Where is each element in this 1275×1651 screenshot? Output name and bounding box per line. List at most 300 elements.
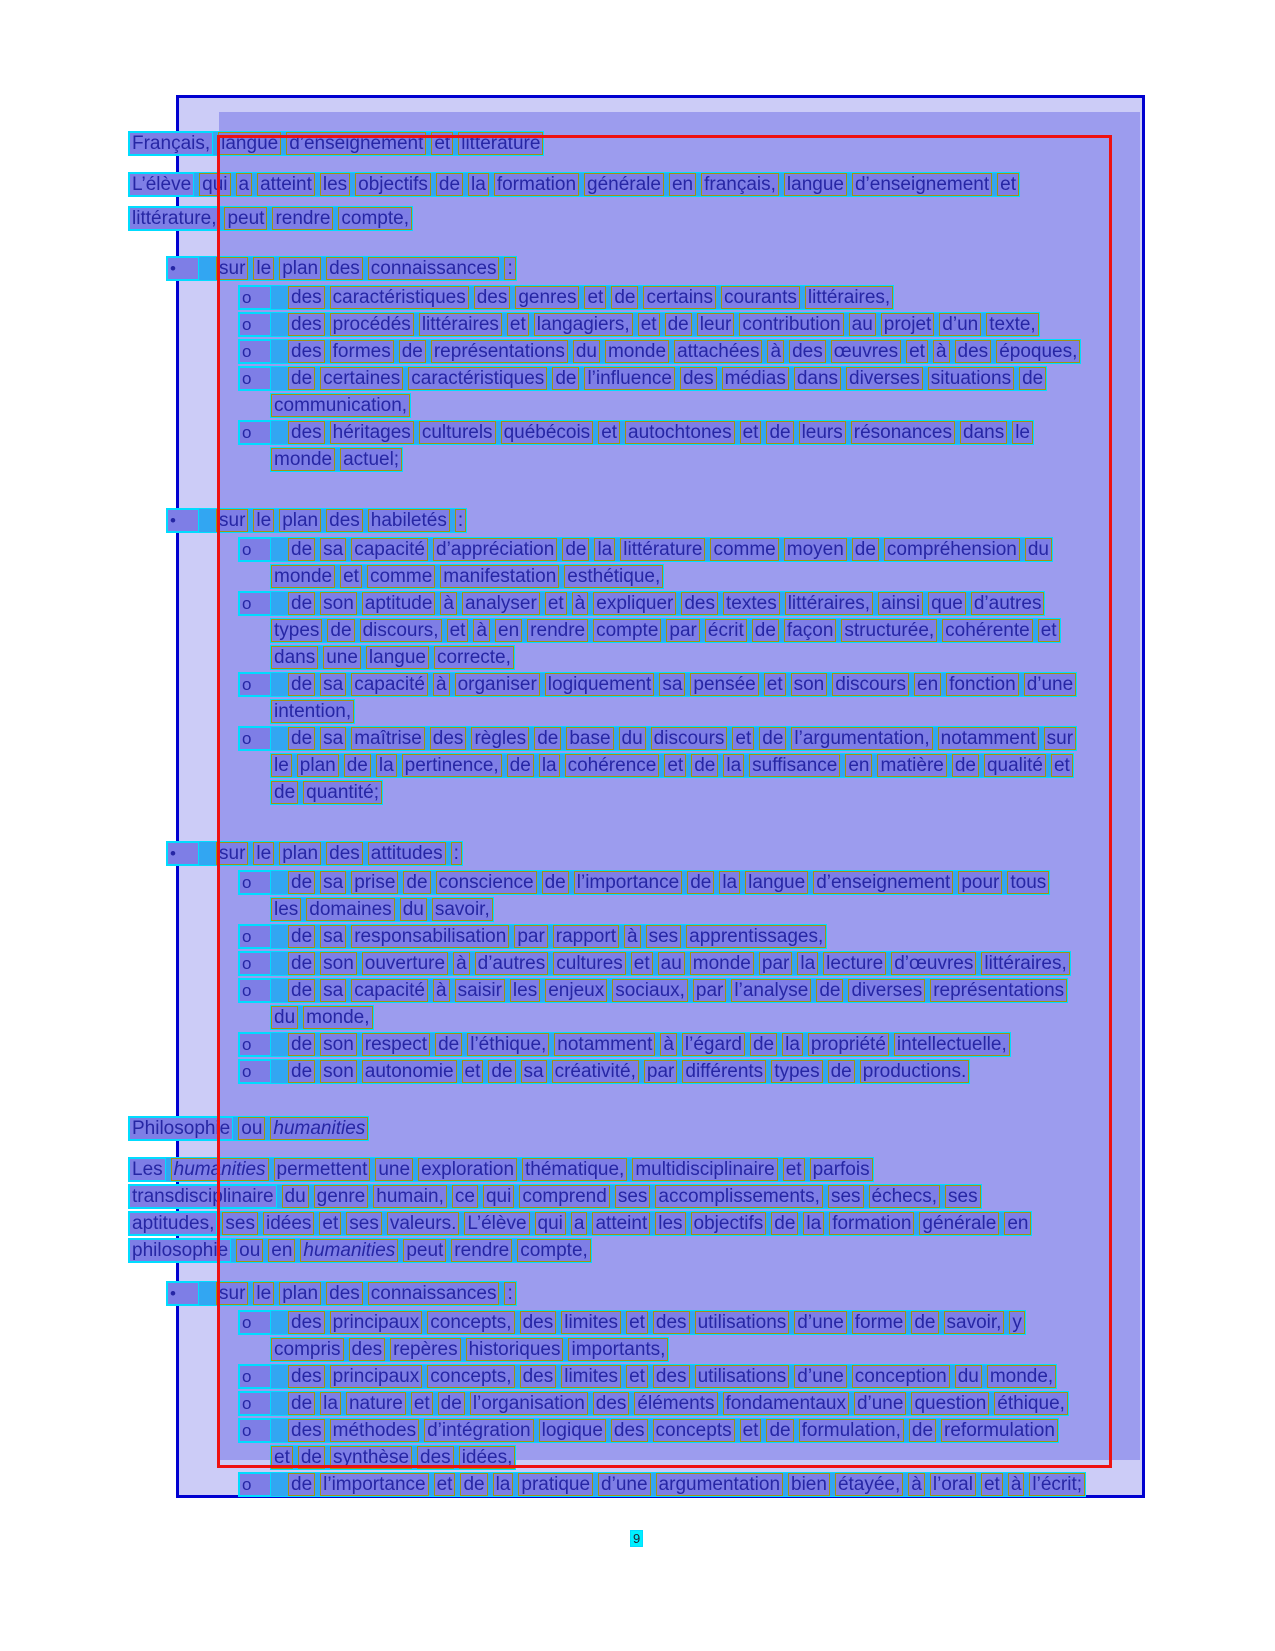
ocr-word-box: qui [199,173,230,196]
ocr-word-box: d’enseignement [286,132,426,155]
ocr-word-box: québécois [501,421,594,444]
text-row [238,1032,1011,1057]
sub-bullet-marker-icon: o [239,871,271,894]
ocr-word-box: argumentation [656,1473,783,1496]
text-row [238,726,1077,751]
ocr-word-box: de [766,421,793,444]
ocr-word-box: des [288,421,325,444]
ocr-line-box [238,591,1045,616]
ocr-word-box: plan [279,842,321,865]
ocr-word-box: d’une [794,1365,847,1388]
block-para [128,1157,1032,1265]
ocr-word-box: concepts [653,1419,735,1442]
ocr-word-box: leur [697,313,735,336]
ocr-word-box: d’une [794,1311,847,1334]
ocr-word-box: de [534,727,561,750]
ocr-word-box: peut [403,1239,446,1262]
text-row [270,393,411,418]
ocr-word-box: de [687,871,714,894]
ocr-word-box: compte [593,619,661,642]
ocr-word-box: au [849,313,876,336]
block-b2 [128,537,1053,591]
bullet-marker-icon: • [167,257,199,280]
ocr-word-box: et [906,340,928,363]
ocr-line-box [166,256,517,281]
ocr-word-box: l’importance [320,1473,428,1496]
ocr-word-box: objectifs [355,173,431,196]
ocr-word-box: pratique [518,1473,593,1496]
ocr-word-box: de [438,1392,465,1415]
ocr-word-box: cohérence [565,754,660,777]
text-row [238,339,1081,364]
ocr-word-box: attitudes [368,842,446,865]
ocr-word-box: sa [320,979,346,1002]
block-b2 [128,1418,1059,1472]
ocr-word-box: historiques [466,1338,564,1361]
ocr-word-box: valeurs. [387,1212,460,1235]
ocr-word-box: langue [784,173,847,196]
ocr-word-box: manifestation [440,565,559,588]
sub-bullet-marker-icon: o [239,979,271,1002]
ocr-word-box: et [732,727,754,750]
sub-bullet-marker-icon: o [239,1311,271,1334]
ocr-word-box: le [271,754,292,777]
ocr-word-box: y [1009,1311,1025,1334]
ocr-word-box: idées, [459,1446,516,1469]
ocr-word-box: contribution [739,313,843,336]
ocr-word-box: par [644,1060,677,1083]
ocr-word-box: apprentissages, [686,925,826,948]
ocr-word-box: littéraires, [981,952,1069,975]
ocr-word-box: de [288,538,315,561]
ocr-word-box: sa [320,727,346,750]
ocr-word-box: principaux [330,1311,423,1334]
ocr-line-box [128,1116,369,1141]
text-row [270,645,515,670]
ocr-line-box [238,1059,970,1084]
text-row [270,564,664,589]
ocr-word-box: et [764,673,786,696]
ocr-word-box: et [434,1473,456,1496]
ocr-word-box: savoir, [944,1311,1005,1334]
ocr-word-box: capacité [351,538,428,561]
ocr-word-box: générale [919,1212,999,1235]
page-number: 9 [630,1530,643,1547]
block-b1 [128,508,467,535]
ocr-word-box: de [611,286,638,309]
ocr-word-box: de [344,754,371,777]
ocr-word-box: des [288,340,325,363]
ocr-line-box [270,447,403,472]
ocr-word-box: courants [721,286,800,309]
ocr-word-box: rapport [553,925,619,948]
ocr-word-box: la [376,754,397,777]
sub-bullet-marker-icon: o [239,952,271,975]
ocr-word-box: différents [682,1060,766,1083]
ocr-word-box: des [288,286,325,309]
ocr-word-box: philosophie [129,1239,231,1262]
ocr-word-box: monde [690,952,754,975]
block-b2 [128,1310,1026,1364]
ocr-word-box: littéraires, [805,286,893,309]
sub-bullet-marker-icon: o [239,1392,271,1415]
ocr-word-box: respect [362,1033,430,1056]
block-b2 [128,978,1068,1032]
ocr-word-box: de [911,1311,938,1334]
ocr-word-box: transdisciplinaire [129,1185,277,1208]
ocr-word-box: organiser [455,673,540,696]
ocr-word-box: l’analyse [731,979,811,1002]
ocr-word-box: comprend [519,1185,610,1208]
ocr-word-box: à [767,340,784,363]
ocr-word-box: son [320,1033,357,1056]
text-row [128,131,544,156]
ocr-word-box: diverses [846,367,923,390]
ocr-word-box: la [782,1033,803,1056]
ocr-word-box: ou [236,1239,263,1262]
ocr-word-box: des [430,727,467,750]
ocr-line-box [238,1391,1069,1416]
ocr-line-box [270,699,355,724]
ocr-word-box: et [507,313,529,336]
ocr-word-box: le [253,509,274,532]
ocr-word-box: de [542,871,569,894]
sub-bullet-marker-icon: o [239,1473,271,1496]
ocr-word-box: de [399,340,426,363]
ocr-word-box: procédés [330,313,414,336]
ocr-word-box: d’intégration [424,1419,534,1442]
block-b1 [128,841,463,868]
ocr-word-box: peut [224,207,267,230]
ocr-word-box: les [320,173,350,196]
ocr-word-box: communication, [271,394,410,417]
ocr-word-box: quantité; [303,781,382,804]
ocr-word-box: des [789,340,826,363]
block-b1 [128,256,517,283]
ocr-word-box: fonction [946,673,1019,696]
ocr-word-box: de [852,538,879,561]
ocr-word-box: et [271,1446,293,1469]
ocr-word-box: la [797,952,818,975]
ocr-word-box: dans [960,421,1007,444]
ocr-word-box: utilisations [695,1365,790,1388]
ocr-word-box: de [816,979,843,1002]
ocr-word-box: : [451,842,462,865]
block-b2 [128,312,1040,339]
ocr-word-box: concepts, [427,1365,514,1388]
ocr-word-box: connaissances [368,257,500,280]
bullet-marker-icon: • [167,1282,199,1305]
ocr-word-box: d’une [854,1392,907,1415]
ocr-word-box: ce [452,1185,478,1208]
block-b2 [128,339,1081,366]
ocr-word-box: de [828,1060,855,1083]
ocr-word-box: fondamentaux [723,1392,849,1415]
ocr-word-box: la [493,1473,514,1496]
ocr-word-box: humanities [300,1239,398,1262]
ocr-word-box: dans [794,367,841,390]
ocr-word-box: de [288,979,315,1002]
ocr-word-box: de [288,367,315,390]
ocr-word-box: de [766,1419,793,1442]
ocr-word-box: qualité [984,754,1046,777]
ocr-word-box: façon [784,619,836,642]
ocr-word-box: des [474,286,511,309]
text-row [128,206,413,231]
ocr-word-box: langagiers, [534,313,633,336]
ocr-word-box: de [562,538,589,561]
ocr-word-box: de [460,1473,487,1496]
sub-bullet-marker-icon: o [239,1033,271,1056]
ocr-word-box: d’appréciation [433,538,557,561]
ocr-word-box: de [327,619,354,642]
block-b2 [128,420,1034,474]
ocr-word-box: conscience [436,871,537,894]
ocr-word-box: littérature [620,538,705,561]
block-heading [128,131,544,158]
ocr-word-box: caractéristiques [408,367,547,390]
ocr-word-box: des [326,509,363,532]
ocr-word-box: synthèse [330,1446,412,1469]
ocr-line-box [238,285,894,310]
ocr-word-box: capacité [351,979,428,1002]
ocr-word-box: sur [216,257,248,280]
ocr-line-box [270,1445,516,1470]
ocr-word-box: les [655,1212,685,1235]
ocr-word-box: d’un [939,313,981,336]
ocr-word-box: analyser [462,592,540,615]
ocr-word-box: discours [651,727,728,750]
ocr-word-box: héritages [330,421,414,444]
ocr-word-box: l’éthique, [467,1033,549,1056]
ocr-word-box: pensée [690,673,758,696]
ocr-word-box: d’une [598,1473,651,1496]
sub-bullet-marker-icon: o [239,592,271,615]
ocr-word-box: plan [279,1282,321,1305]
ocr-word-box: sa [320,538,346,561]
ocr-word-box: et [638,313,660,336]
ocr-word-box: du [573,340,600,363]
ocr-word-box: monde, [303,1006,372,1029]
ocr-word-box: éthique, [994,1392,1068,1415]
ocr-word-box: compte, [517,1239,591,1262]
ocr-line-box [238,672,1077,697]
ocr-line-box [166,508,467,533]
ocr-word-box: de [665,313,692,336]
ocr-word-box: compréhension [884,538,1020,561]
ocr-word-box: à [572,592,589,615]
ocr-word-box: base [566,727,613,750]
ocr-word-box: concepts, [427,1311,514,1334]
ocr-line-box [270,897,494,922]
ocr-word-box: d’autres [971,592,1045,615]
ocr-word-box: autonomie [362,1060,457,1083]
ocr-word-box: le [1012,421,1033,444]
ocr-word-box: de [488,1060,515,1083]
ocr-word-box: son [791,673,828,696]
ocr-word-box: lecture [823,952,886,975]
block-b2 [128,726,1077,807]
ocr-word-box: créativité, [552,1060,639,1083]
ocr-word-box: d’une [1024,673,1077,696]
ocr-word-box: parfois [810,1158,873,1181]
ocr-word-box: et [584,286,606,309]
ocr-word-box: atteint [257,173,315,196]
sub-bullet-marker-icon: o [239,727,271,750]
ocr-word-box: sur [1044,727,1076,750]
ocr-word-box: littérature [458,132,543,155]
ocr-word-box: compris [271,1338,344,1361]
ocr-word-box: et [545,592,567,615]
text-row [128,1116,369,1141]
ocr-word-box: formes [330,340,394,363]
ocr-word-box: des [681,592,718,615]
block-b2 [128,366,1047,420]
ocr-word-box: et [340,565,362,588]
ocr-word-box: à [660,1033,677,1056]
ocr-word-box: et [447,619,469,642]
ocr-word-box: en [669,173,696,196]
ocr-word-box: et [626,1311,648,1334]
ocr-word-box: Français, [129,132,213,155]
ocr-word-box: de [288,952,315,975]
ocr-word-box: compte, [338,207,412,230]
ocr-word-box: en [495,619,522,642]
ocr-word-box: types [271,619,322,642]
ocr-word-box: sur [216,842,248,865]
ocr-word-box: notamment [554,1033,655,1056]
text-row [270,699,355,724]
ocr-word-box: le [253,257,274,280]
ocr-word-box: comme [367,565,435,588]
ocr-word-box: et [631,952,653,975]
ocr-word-box: générale [584,173,664,196]
ocr-word-box: de [771,1212,798,1235]
ocr-word-box: de [288,1392,315,1415]
ocr-word-box: de [403,871,430,894]
ocr-word-box: sa [659,673,685,696]
ocr-word-box: productions. [860,1060,970,1083]
ocr-line-box [238,870,1050,895]
ocr-word-box: la [320,1392,341,1415]
ocr-line-box [270,1337,669,1362]
ocr-word-box: discours [832,673,909,696]
ocr-word-box: son [320,592,357,615]
ocr-word-box: la [468,173,489,196]
ocr-word-box: habiletés [368,509,450,532]
text-row [238,1059,970,1084]
ocr-word-box: et [462,1060,484,1083]
ocr-word-box: du [955,1365,982,1388]
ocr-word-box: des [288,1365,325,1388]
text-row [128,172,1020,197]
ocr-word-box: des [593,1392,630,1415]
ocr-word-box: d’enseignement [813,871,953,894]
ocr-word-box: ou [238,1117,265,1140]
ocr-word-box: des [349,1338,386,1361]
ocr-line-box [128,1238,592,1263]
ocr-word-box: de [909,1419,936,1442]
ocr-word-box: monde [605,340,669,363]
text-row [238,285,894,310]
ocr-word-box: des [417,1446,454,1469]
ocr-line-box [270,393,411,418]
ocr-word-box: reformulation [941,1419,1058,1442]
bullet-marker-icon: • [167,842,199,865]
ocr-word-box: de [752,619,779,642]
ocr-word-box: de [507,754,534,777]
text-row [270,753,1074,778]
ocr-line-box [238,1364,1057,1389]
ocr-word-box: caractéristiques [330,286,469,309]
ocr-word-box: de [288,727,315,750]
ocr-word-box: et [1051,754,1073,777]
ocr-word-box: permettent [274,1158,371,1181]
ocr-word-box: et [1038,619,1060,642]
ocr-word-box: du [619,727,646,750]
ocr-line-box [238,1472,1086,1497]
ocr-word-box: à [473,619,490,642]
ocr-word-box: capacité [351,673,428,696]
ocr-word-box: attachées [674,340,762,363]
ocr-word-box: plan [279,509,321,532]
sub-bullet-marker-icon: o [239,538,271,561]
block-b2 [128,1059,970,1086]
ocr-word-box: et [411,1392,433,1415]
ocr-word-box: son [320,1060,357,1083]
ocr-word-box: matière [877,754,946,777]
block-para [128,172,1020,240]
ocr-word-box: de [759,727,786,750]
ocr-word-box: médias [722,367,789,390]
ocr-word-box: sa [320,871,346,894]
ocr-word-box: aptitudes, [129,1212,217,1235]
ocr-line-box [238,924,827,949]
ocr-word-box: par [693,979,726,1002]
ocr-word-box: texte, [986,313,1038,336]
ocr-word-box: de [288,1473,315,1496]
ocr-word-box: le [253,1282,274,1305]
ocr-word-box: littéraires, [785,592,873,615]
ocr-word-box: que [928,592,966,615]
ocr-word-box: et [783,1158,805,1181]
ocr-word-box: et [431,132,453,155]
ocr-word-box: et [319,1212,341,1235]
ocr-line-box [238,537,1053,562]
ocr-word-box: saisir [455,979,505,1002]
ocr-word-box: formation [494,173,579,196]
ocr-word-box: son [320,952,357,975]
ocr-word-box: la [803,1212,824,1235]
ocr-word-box: suffisance [749,754,840,777]
ocr-word-box: des [653,1311,690,1334]
ocr-word-box: de [288,1060,315,1083]
ocr-word-box: a [571,1212,588,1235]
ocr-word-box: importants, [568,1338,668,1361]
sub-bullet-marker-icon: o [239,313,271,336]
ocr-word-box: formulation, [799,1419,904,1442]
ocr-word-box: par [666,619,699,642]
ocr-word-box: en [914,673,941,696]
ocr-word-box: et [598,421,620,444]
ocr-word-box: littérature, [129,207,219,230]
ocr-word-box: plan [297,754,339,777]
ocr-word-box: à [440,592,457,615]
ocr-line-box [238,1310,1026,1335]
ocr-word-box: à [453,952,470,975]
ocr-word-box: a [236,173,253,196]
ocr-word-box: ses [222,1212,258,1235]
